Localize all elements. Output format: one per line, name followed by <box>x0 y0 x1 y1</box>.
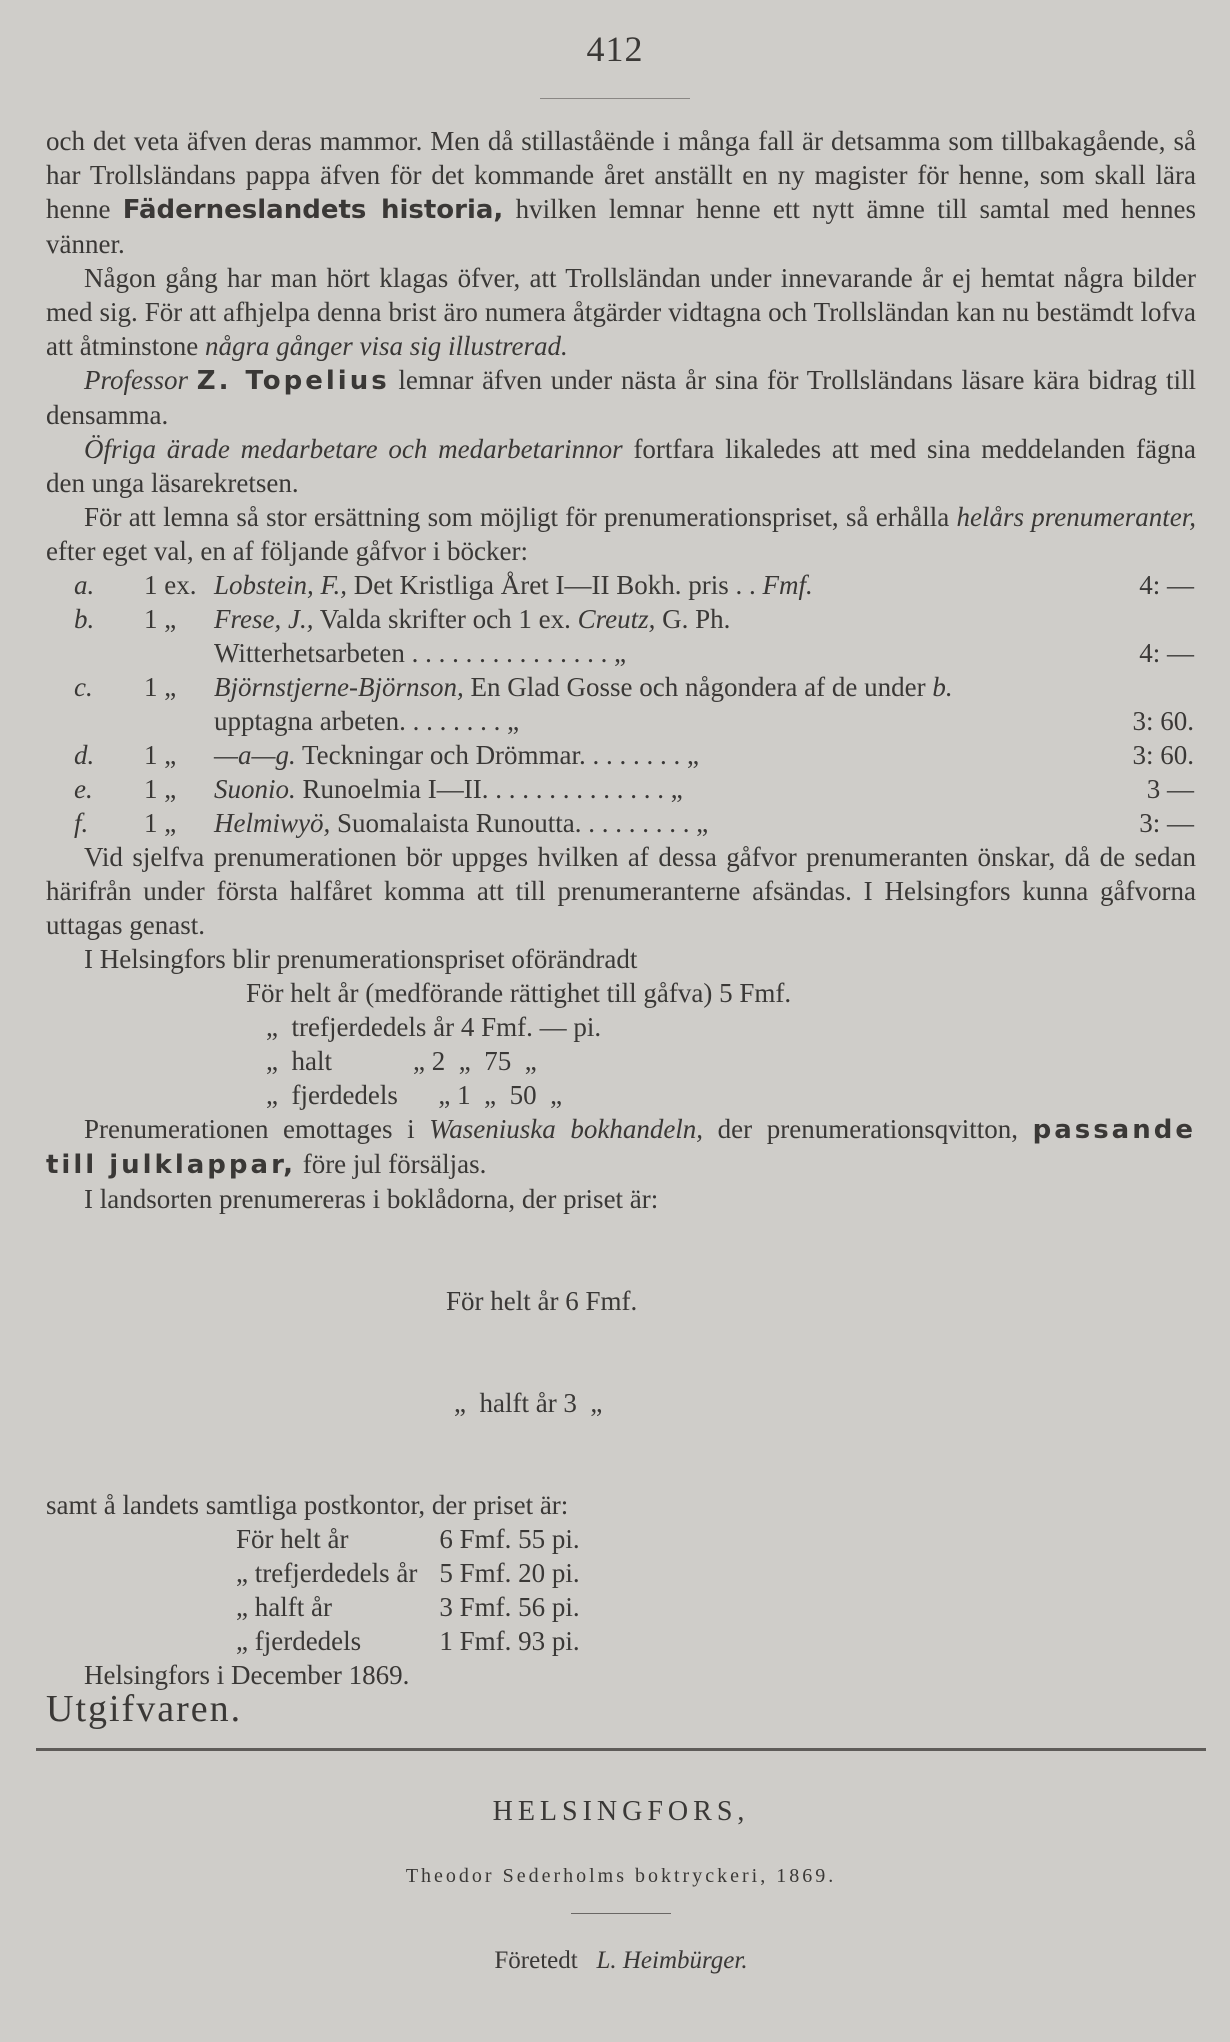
gift-letter: f. <box>74 808 89 838</box>
text-span: Någon gång har man hört klagas öfver, att Trollsländan under innevarande år ej hemtat några bilder med sig. För att afhjelpa denna brist äro numera åtgärder vidtagna och Trollsländan kan nu bestämdt lofva att åtminstone <box>46 263 1196 361</box>
gift-row <box>74 602 1194 636</box>
author-name: Z. Topelius <box>196 366 390 396</box>
imprint-rule <box>571 1913 671 1914</box>
gift-author: Suonio. <box>214 774 296 804</box>
gift-row <box>74 772 1194 806</box>
gift-price: 3: — <box>1139 808 1194 838</box>
price-value: 5 Fmf. 20 pi. <box>439 1558 580 1588</box>
gift-price: 3: 60. <box>1132 740 1194 770</box>
gift-letter: c. <box>74 672 93 702</box>
gift-price: 3 — <box>1146 774 1194 804</box>
gift-row <box>74 738 1194 772</box>
gift-row <box>74 568 1194 602</box>
text-span: För att lemna så stor ersättning som möjligt för prenumerationspriset, så erhålla <box>84 502 957 532</box>
price-label: „ fjerdedels <box>236 1626 362 1656</box>
gift-author: Creutz, <box>577 604 656 634</box>
gift-qty: 1 „ <box>144 774 177 804</box>
header-rule <box>540 98 690 99</box>
censor-name: L. Heimbürger. <box>596 1947 748 1974</box>
text-span: hvilken lemnar henne ett nytt ämne till samtal med hennes vänner. <box>46 194 1197 259</box>
gift-desc <box>214 602 1054 636</box>
paragraph-history <box>46 124 1196 261</box>
spaced-text: passande till julklappar, <box>46 1115 1196 1180</box>
gift-author: Björnstjerne-Björnson, <box>214 672 464 702</box>
price-row <box>236 1556 602 1590</box>
landsorten-prices <box>446 1216 1196 1488</box>
gift-price: 4: — <box>1139 570 1194 600</box>
price-row <box>236 1590 602 1624</box>
gift-desc <box>214 670 1054 738</box>
gift-title: Valda skrifter och 1 ex. <box>313 604 578 634</box>
post-heading: samt å landets samtliga postkontor, der priset är: <box>46 1490 569 1520</box>
censor-label: Företedt <box>494 1947 578 1974</box>
gift-qty: 1 „ <box>144 740 177 770</box>
price-row: „ fjerdedels „ 1 „ 50 „ <box>266 1080 563 1110</box>
text-span: före jul försäljas. <box>295 1149 487 1179</box>
gift-title: G. Ph. <box>655 604 731 634</box>
empty-cell <box>74 636 144 670</box>
signature: Utgifvaren. <box>46 1688 243 1730</box>
price-row <box>236 1624 602 1658</box>
footer-rule <box>36 1748 1206 1751</box>
gift-desc <box>214 772 1054 806</box>
text-span: lemnar äfven under nästa år sina för Trollsländans läsare kära bidrag till densamma. <box>46 365 1197 430</box>
paragraph-contributors <box>46 432 1196 500</box>
paragraph-topelius <box>46 363 1196 432</box>
italic-text: några gånger visa sig illustrerad. <box>204 331 568 361</box>
imprint-printer: Theodor Sederholms boktryckeri, 1869. <box>405 1865 837 1887</box>
gift-qty: 1 „ <box>144 604 177 634</box>
price-row <box>236 1522 602 1556</box>
paragraph-gift-note: Vid sjelfva prenumerationen bör uppges hvilken af dessa gåfvor prenumeranten önskar, då de sedan härifrån under första halfåret komma att till prenumeranterne afsändas. I Helsingfors kunna gåfvorna uttagas genast. <box>46 842 1196 940</box>
gift-desc <box>214 738 1054 772</box>
gift-price: 4: — <box>1139 638 1194 668</box>
price-value: 3 Fmf. 56 pi. <box>439 1592 580 1622</box>
italic-text: Öfriga ärade medarbetare och medarbetarinnor <box>84 434 623 464</box>
gift-title: Runoelmia I—II. . . . . . . . . . . . . . „ <box>295 774 683 804</box>
gift-letter: a. <box>74 570 95 600</box>
gift-row <box>74 670 1194 738</box>
price-row: „ trefjerdedels år 4 Fmf. — pi. <box>266 1012 602 1042</box>
gift-title: Witterhetsarbeten . . . . . . . . . . . . . . . „ <box>214 638 627 668</box>
price-label: „ trefjerdedels år <box>236 1558 418 1588</box>
gift-title: Suomalaista Runoutta. . . . . . . . . „ <box>330 808 709 838</box>
helsingfors-heading: I Helsingfors blir prenumerationspriset oförändradt <box>84 944 638 974</box>
price-label: För helt år <box>236 1524 349 1554</box>
gift-author: Helmiwyö, <box>214 808 331 838</box>
gift-desc <box>214 806 1054 840</box>
gift-title: En Glad Gosse och någondera af de under <box>463 672 933 702</box>
text-span: Prenumerationen emottages i <box>84 1114 430 1144</box>
dateline: Helsingfors i December 1869. <box>84 1660 410 1690</box>
gift-price: 3: 60. <box>1132 706 1194 736</box>
italic-text: Professor <box>84 365 189 395</box>
gift-letter: e. <box>74 774 93 804</box>
text-body <box>46 124 1196 1978</box>
price-row: „ halft år 3 „ <box>454 1388 603 1418</box>
price-row: För helt år 6 Fmf. <box>446 1286 638 1316</box>
text-span: och det veta äfven deras mammor. Men då stillaståënde i många fall är detsamma som tillbakagående, så har Trollsländans pappa äfven för det kommande året anställt en ny magister för henne, som skall lära henne <box>46 126 1196 224</box>
gift-row <box>74 636 1194 670</box>
paragraph-subscription <box>46 500 1196 568</box>
post-prices <box>236 1522 602 1658</box>
italic-text: Waseniuska bokhandeln, <box>429 1114 704 1144</box>
gift-title: Teckningar och Drömmar. . . . . . . . „ <box>295 740 700 770</box>
price-row: „ halt „ 2 „ 75 „ <box>266 1046 537 1076</box>
text-span: efter eget val, en af följande gåfvor i böcker: <box>46 536 529 566</box>
price-value: 6 Fmf. 55 pi. <box>439 1524 580 1554</box>
gift-title: upptagna arbeten. . . . . . . . „ <box>214 706 520 736</box>
empty-cell <box>1054 602 1194 636</box>
text-span: fortfara likaledes att med sina meddelanden fägna den unga läsarekretsen. <box>46 434 1196 498</box>
gift-row <box>74 806 1194 840</box>
currency-unit: Fmf. <box>762 570 813 600</box>
paragraph-waseniuska <box>46 1112 1196 1182</box>
gift-qty: 1 ex. <box>144 570 197 600</box>
price-value: 1 Fmf. 93 pi. <box>439 1626 580 1656</box>
gift-letter: b. <box>74 604 95 634</box>
helsingfors-prices <box>246 976 1196 1112</box>
bold-text: Fäderneslandets historia, <box>122 195 504 225</box>
gift-title: Det Kristliga Året I—II Bokh. pris . . <box>347 570 756 600</box>
imprint-city: HELSINGFORS, <box>492 1796 750 1827</box>
gift-list <box>74 568 1194 840</box>
gift-author: —a—g. <box>214 740 296 770</box>
gift-author: Lobstein, F., <box>214 570 348 600</box>
gift-author: Frese, J., <box>214 604 314 634</box>
gift-letter: d. <box>74 740 95 770</box>
paragraph-illustrations <box>46 261 1196 363</box>
empty-cell <box>144 636 214 670</box>
italic-text: helårs prenumeranter, <box>956 502 1196 532</box>
landsorten-heading: I landsorten prenumereras i boklådorna, der priset är: <box>84 1184 659 1214</box>
price-label: „ halft år <box>236 1592 332 1622</box>
price-row: För helt år (medförande rättighet till gåfva) 5 Fmf. <box>246 978 792 1008</box>
page-number: 412 <box>586 29 644 69</box>
gift-qty: 1 „ <box>144 672 177 702</box>
gift-qty: 1 „ <box>144 808 177 838</box>
text-span: der prenumerationsqvitton, <box>703 1114 1033 1144</box>
censor-line <box>46 1944 1196 1978</box>
gift-desc <box>214 568 1054 602</box>
italic-text: b. <box>932 672 953 702</box>
